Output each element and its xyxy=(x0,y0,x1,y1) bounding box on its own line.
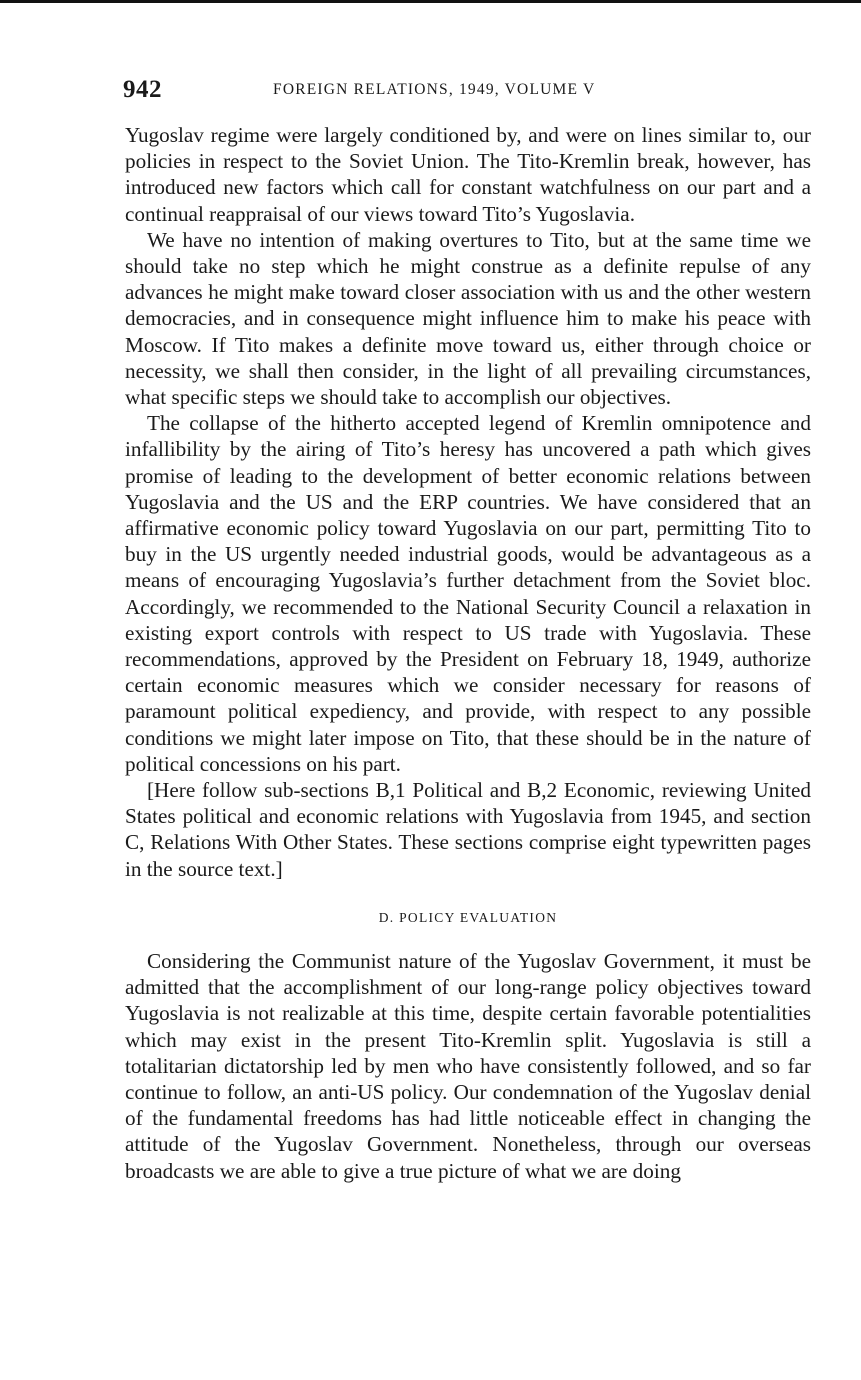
paragraph-policy-evaluation: Considering the Communist nature of the Yugoslav Government, it must be admitted that the accomplishment of our long-range policy objectives toward Yugoslavia is not realizable at this time, despite certain favorable potentialities which may exist in the present Tito-Kremlin split. Yugoslavia is still a totalitarian dictatorship led by men who have consistently followed, and so far continue to follow, an anti-US policy. Our condemnation of the Yugoslav denial of the fundamental freedoms has had little noticeable effect in changing the attitude of the Yugoslav Government. Nonetheless, through our overseas broadcasts we are able to give a true picture of what we are doing xyxy=(125,948,811,1183)
paragraph-editorial-note: [Here follow sub-sections B,1 Political and B,2 Economic, reviewing United States political and economic relations with Yugoslavia from 1945, and section C, Relations With Other States. These sections comprise eight typewritten pages in the source text.] xyxy=(125,778,811,881)
paragraph-collapse: The collapse of the hitherto accepted legend of Kremlin omnipotence and infallibility by the airing of Tito’s heresy has uncovered a path which gives promise of leading to the development of better economic relations between Yugoslavia and the US and the ERP countries. We have considered that an affirmative economic policy toward Yugoslavia on our part, permitting Tito to buy in the US urgently needed industrial goods, would be advantageous as a means of encouraging Yugoslavia’s further detachment from the Soviet bloc. Accordingly, we recommended to the National Security Council a relaxation in existing export controls with respect to US trade with Yugoslavia. These recommendations, approved by the President on February 18, 1949, authorize certain economic measures which we consider necessary for reasons of paramount political expediency, and provide, with respect to any possible conditions we might later impose on Tito, that these should be in the nature of political concessions on his part. xyxy=(125,411,811,776)
document-page xyxy=(125,76,811,1184)
page-header xyxy=(125,76,811,106)
page-body xyxy=(125,122,811,1184)
page-number: 942 xyxy=(123,76,162,103)
page-top-edge xyxy=(0,0,861,3)
section-heading: D. POLICY EVALUATION xyxy=(378,909,558,925)
paragraph-continued: Yugoslav regime were largely conditioned by, and were on lines similar to, our policies in respect to the Soviet Union. The Tito-Kremlin break, however, has introduced new factors which call for constant watchfulness on our part and a continual reappraisal of our views toward Tito’s Yugoslavia. xyxy=(125,123,811,226)
running-head: FOREIGN RELATIONS, 1949, VOLUME V xyxy=(273,81,596,98)
paragraph-overtures: We have no intention of making overtures to Tito, but at the same time we should take no step which he might construe as a definite repulse of any advances he might make toward closer association with us and the other western democracies, and in consequence might influence him to make his peace with Moscow. If Tito makes a definite move toward us, either through choice or necessity, we shall then consider, in the light of all prevailing circumstances, what specific steps we should take to accomplish our objectives. xyxy=(125,227,811,410)
